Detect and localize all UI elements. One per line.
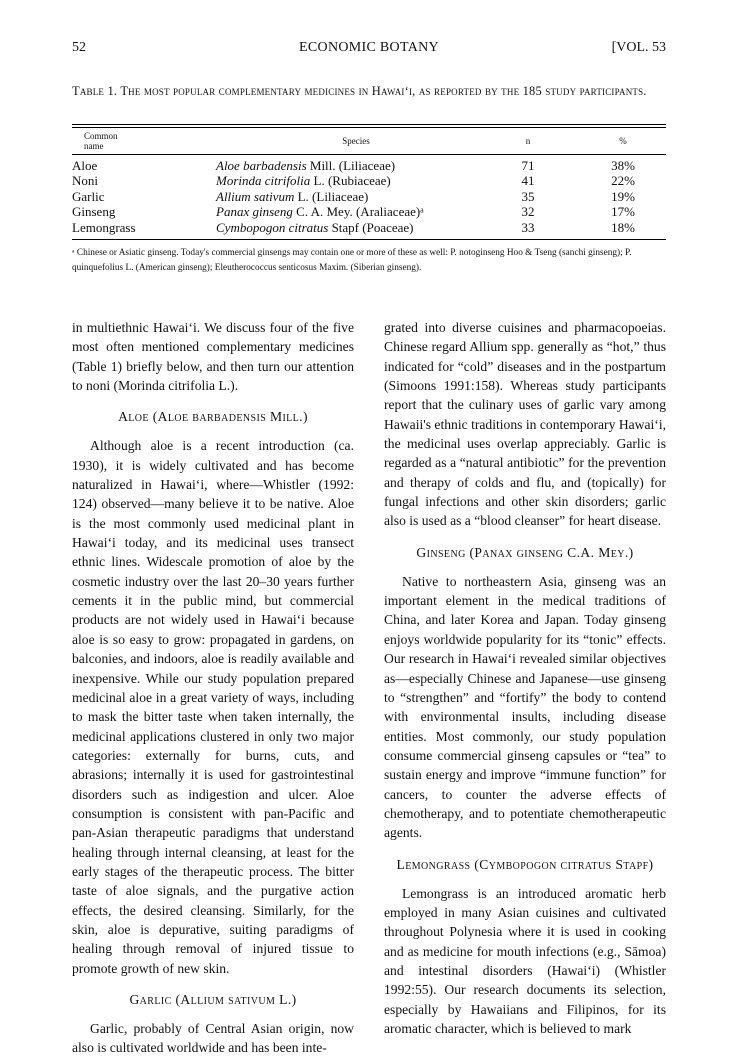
left-column xyxy=(72,318,354,1058)
table-caption: Table 1. The most popular complementary medicines in Hawai‘i, as reported by the 185 study participants. xyxy=(72,84,647,98)
table-footnote: ᵃ Chinese or Asiatic ginseng. Today's commercial ginsengs may contain one or more of these as well: P. notoginseng Hoo & Tseng (sanchi ginseng); P. quinquefolius L. (American ginseng); Eleutherococcus senticosus Maxim. (Siberian ginseng). xyxy=(72,248,632,273)
cell-common: Lemongrass xyxy=(72,219,136,235)
table-row xyxy=(72,174,666,190)
species-authority: C. A. Mey. (Araliaceae)ᵃ xyxy=(292,204,424,220)
header-species: Species xyxy=(342,136,370,146)
cell-percent: 19% xyxy=(611,188,635,204)
header-common-name: Common name xyxy=(84,131,118,151)
species-binomial: Panax ginseng xyxy=(216,204,293,220)
right-column xyxy=(384,318,666,1038)
volume-label: [VOL. 53 xyxy=(611,40,666,55)
species-authority: Stapf (Poaceae) xyxy=(328,219,414,235)
lemongrass-paragraph: Lemongrass is an introduced aromatic herb employed in many Asian cuisines and cultivated throughout Polynesia where it is used in cooking and as medicine for mouth infections (e.g., Sāmoa) and intestinal disorders (Hawai‘i) (Whistler 1992:55). Our research documents its selection, especially by Hawaiians and Filipinos, for its aromatic character, which is believed to mark xyxy=(384,885,666,1036)
cell-species xyxy=(216,158,496,174)
species-binomial: Aloe barbadensis xyxy=(216,157,307,173)
cell-n: 71 xyxy=(521,157,535,173)
section-heading-ginseng: Ginseng (Panax ginseng C.A. Mey.) xyxy=(416,544,634,560)
aloe-paragraph: Although aloe is a recent introduction (ca. 1930), it is widely cultivated and has become naturalized in Hawai‘i, where—Whistler (1992: 124) observed—many believe it to be native. Aloe is the most commonly used medicinal plant in Hawai‘i today, and its medicinal uses transect ethnic lines. Widescale promotion of aloe by the cosmetic industry over the last 20–30 years further cements it in the public mind, but commercial products are not widely used in Hawai‘i because aloe is so easy to grow: propagated in gardens, on balconies, and indoors, aloe is readily available and inexpensive. While our study population prepared medicinal aloe in a great variety of ways, including to mask the bitter taste when taken internally, the medicinal applications clustered in only two major categories: externally for burns, cuts, and abrasions; internally it is used for gastrointestinal disorders such as indigestion and ulcer. Aloe consumption is consistent with pan-Pacific and pan-Asian therapeutic paradigms that understand healing through internal cleansing, at least for the early stages of the therapeutic process. The bitter taste of aloe signals, and the purgative action effects, the desired cleansing. Similarly, for the skin, aloe is depurative, suiting paradigms of healing through removal of injured tissue to promote growth of new skin. xyxy=(72,438,354,976)
header-n: n xyxy=(525,136,531,146)
species-binomial: Morinda citrifolia xyxy=(216,173,311,189)
table-row xyxy=(72,205,666,221)
cell-n: 33 xyxy=(521,219,535,235)
cell-common: Noni xyxy=(72,173,98,189)
cell-species xyxy=(216,173,496,189)
species-binomial: Cymbopogon citratus xyxy=(216,219,329,235)
table-header-row xyxy=(72,128,666,154)
cell-percent: 17% xyxy=(611,204,635,220)
section-heading-garlic: Garlic (Allium sativum L.) xyxy=(129,992,297,1007)
table-1 xyxy=(72,124,666,240)
species-authority: L. (Rubiaceae) xyxy=(310,173,391,189)
cell-common: Garlic xyxy=(72,188,105,204)
cell-species xyxy=(216,189,496,205)
species-authority: Mill. (Liliaceae) xyxy=(306,157,396,173)
cell-common: Aloe xyxy=(72,157,98,173)
cell-percent: 22% xyxy=(611,173,635,189)
cell-common: Ginseng xyxy=(72,204,116,220)
running-header xyxy=(72,40,666,60)
journal-title: ECONOMIC BOTANY xyxy=(299,40,439,55)
cell-n: 35 xyxy=(521,188,535,204)
section-heading-aloe: Aloe (Aloe barbadensis Mill.) xyxy=(118,409,308,425)
cell-species xyxy=(216,204,496,220)
cell-species xyxy=(216,220,496,236)
cell-percent: 38% xyxy=(611,157,635,173)
page-number: 52 xyxy=(72,40,86,55)
table-row xyxy=(72,189,666,205)
header-percent: % xyxy=(619,136,627,146)
table-body xyxy=(72,155,666,239)
table-row xyxy=(72,220,666,236)
garlic-paragraph-continued: grated into diverse cuisines and pharmacopoeias. Chinese regard Allium spp. generally as “hot,” thus indicated for “cold” diseases and in the postpartum (Simoons 1991:158). Whereas study participants report that the culinary uses of garlic vary among Hawaii's ethnic traditions in contemporary Hawai‘i, the medicinal uses overlap appreciably. Garlic is regarded as a “natural antibiotic” for the prevention and therapy of colds and flu, and (topically) for fungal infections and other skin disorders; garlic also is used as a “blood cleanser” for heart disease. xyxy=(384,320,666,529)
species-binomial: Allium sativum xyxy=(216,188,295,204)
table-row xyxy=(72,158,666,174)
cell-n: 41 xyxy=(521,173,535,189)
species-authority: L. (Liliaceae) xyxy=(294,188,369,204)
table-bottom-rule xyxy=(72,239,666,240)
cell-n: 32 xyxy=(521,204,535,220)
cell-percent: 18% xyxy=(611,219,635,235)
section-heading-lemongrass: Lemongrass (Cymbopogon citratus Stapf) xyxy=(396,856,654,872)
intro-paragraph: in multiethnic Hawai‘i. We discuss four of the five most often mentioned complementary medicines (Table 1) briefly below, and then turn our attention to noni (Morinda citrifolia L.). xyxy=(72,320,354,394)
garlic-paragraph-start: Garlic, probably of Central Asian origin, now also is cultivated worldwide and has been inte- xyxy=(72,1021,354,1056)
ginseng-paragraph: Native to northeastern Asia, ginseng was an important element in the medical traditions of China, and later Korea and Japan. Today ginseng enjoys worldwide popularity for its “tonic” effects. Our research in Hawai‘i revealed similar objectives as—especially Chinese and Japanese—use ginseng to “strengthen” and “fortify” the body to contend with environmental insults, including disease entities. Most commonly, our study population consume commercial ginseng capsules or “tea” to sustain energy and improve “immune function” for cancers, to counter the adverse effects of chemotherapy, and to potentiate chemotherapeutic agents. xyxy=(384,573,666,841)
